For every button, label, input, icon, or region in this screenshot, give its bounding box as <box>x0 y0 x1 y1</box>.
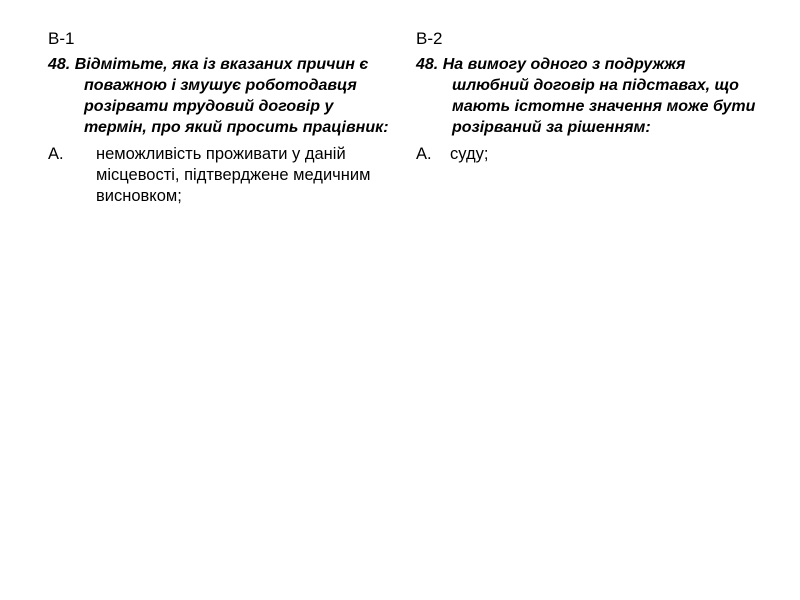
variant-2-option-a-letter: А. <box>416 145 432 163</box>
variant-1-label: В-1 <box>48 29 75 48</box>
variant-1-option-a <box>48 144 393 207</box>
variant-2-question: 48. На вимогу одного з подружжя шлюбний договір на підставах, що мають істотне значення може бути розірваний за рішенням: <box>416 56 756 136</box>
variant-2-option-a-text: суду; <box>450 145 489 163</box>
variant-1-question: 48. Відмітьте, яка із вказаних причин є поважною і змушує роботодавця розірвати трудовий договір у термін, про який просить працівник: <box>48 56 389 136</box>
variant-1-option-a-text: неможливість проживати у даній місцевості, підтверджене медичним висновком; <box>96 145 371 205</box>
variant-2-column <box>416 28 761 165</box>
variant-2-label: В-2 <box>416 29 443 48</box>
variant-1-column <box>48 28 393 207</box>
variant-2-option-a <box>416 144 761 165</box>
variant-1-option-a-letter: А. <box>48 145 64 163</box>
